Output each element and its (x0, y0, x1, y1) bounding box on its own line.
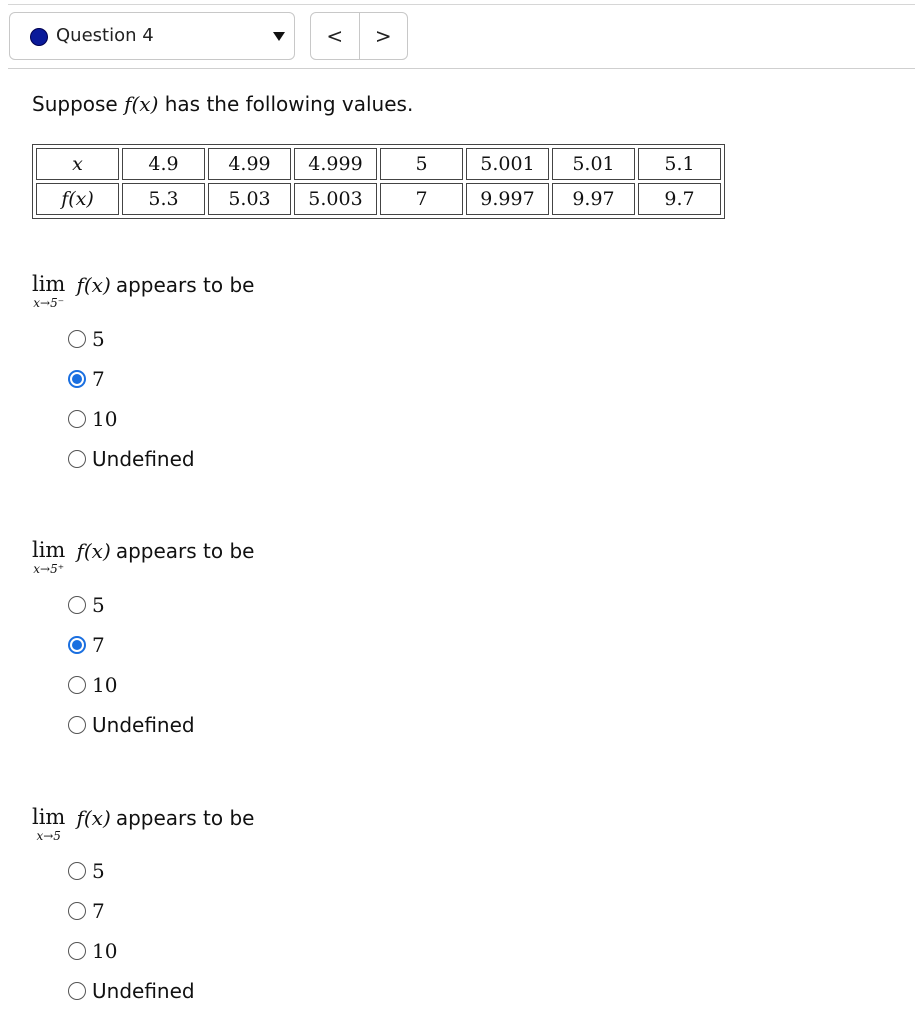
radio-button[interactable] (68, 450, 86, 468)
option-label: Undefined (92, 713, 195, 737)
limit-notation (32, 272, 65, 310)
fx-cell: 7 (380, 183, 463, 215)
caret-down-icon (273, 32, 285, 41)
radio-button[interactable] (68, 982, 86, 1000)
radio-option[interactable] (68, 931, 195, 971)
radio-option[interactable] (68, 585, 195, 625)
fx-cell: 9.7 (638, 183, 721, 215)
radio-option[interactable] (68, 891, 195, 931)
lim-subscript: x→5⁺ (33, 562, 65, 576)
top-divider (8, 4, 915, 5)
fx-cell: 9.97 (552, 183, 635, 215)
right-limit-options (68, 585, 195, 745)
question-intro (32, 92, 413, 116)
radio-button[interactable] (68, 676, 86, 694)
x-cell: 5.01 (552, 148, 635, 180)
limit-function: f(x) (76, 273, 111, 297)
x-cell: 4.99 (208, 148, 291, 180)
fx-cell: 5.003 (294, 183, 377, 215)
question-status-dot (30, 28, 48, 46)
limit-function: f(x) (76, 539, 111, 563)
radio-option[interactable] (68, 971, 195, 1011)
limit-text: appears to be (115, 273, 255, 297)
radio-button[interactable] (68, 596, 86, 614)
x-cell: 5 (380, 148, 463, 180)
radio-option[interactable] (68, 359, 195, 399)
values-table (32, 144, 725, 219)
row-label-x: x (36, 148, 119, 180)
radio-option[interactable] (68, 851, 195, 891)
fx-cell: 5.03 (208, 183, 291, 215)
left-limit-prompt (32, 272, 255, 310)
limit-notation (32, 805, 65, 843)
fx-cell: 9.997 (466, 183, 549, 215)
lim-subscript: x→5⁻ (33, 296, 65, 310)
lim-symbol: lim (32, 272, 66, 296)
right-limit-prompt (32, 538, 255, 576)
option-label: 5 (92, 859, 105, 883)
two-sided-limit-options (68, 851, 195, 1011)
limit-function: f(x) (76, 806, 111, 830)
left-limit-options (68, 319, 195, 479)
row-label-fx: f(x) (36, 183, 119, 215)
radio-button[interactable] (68, 716, 86, 734)
x-cell: 5.001 (466, 148, 549, 180)
option-label: Undefined (92, 979, 195, 1003)
x-cell: 4.999 (294, 148, 377, 180)
radio-button[interactable] (68, 370, 86, 388)
option-label: 7 (92, 633, 105, 657)
lim-symbol: lim (32, 805, 66, 829)
question-label: Question 4 (56, 25, 154, 46)
header-divider (8, 68, 915, 69)
radio-button[interactable] (68, 942, 86, 960)
radio-button[interactable] (68, 902, 86, 920)
radio-option[interactable] (68, 319, 195, 359)
radio-option[interactable] (68, 665, 195, 705)
x-cell: 5.1 (638, 148, 721, 180)
intro-suffix: has the following values. (164, 92, 414, 116)
radio-button[interactable] (68, 862, 86, 880)
intro-function: f(x) (124, 92, 159, 116)
radio-button[interactable] (68, 410, 86, 428)
prev-question-button[interactable]: < (326, 24, 344, 48)
option-label: 5 (92, 327, 105, 351)
radio-button[interactable] (68, 636, 86, 654)
radio-option[interactable] (68, 705, 195, 745)
lim-subscript: x→5 (36, 829, 61, 843)
radio-option[interactable] (68, 625, 195, 665)
two-sided-limit-prompt (32, 805, 255, 843)
radio-option[interactable] (68, 439, 195, 479)
option-label: 7 (92, 367, 105, 391)
option-label: Undefined (92, 447, 195, 471)
question-selector[interactable] (9, 12, 295, 60)
fx-row (36, 183, 721, 215)
option-label: 5 (92, 593, 105, 617)
radio-button[interactable] (68, 330, 86, 348)
option-label: 10 (92, 673, 118, 697)
lim-symbol: lim (32, 538, 66, 562)
question-nav (310, 12, 408, 60)
option-label: 7 (92, 899, 105, 923)
option-label: 10 (92, 939, 118, 963)
radio-option[interactable] (68, 399, 195, 439)
intro-prefix: Suppose (32, 92, 118, 116)
x-row (36, 148, 721, 180)
next-question-button[interactable]: > (359, 13, 408, 59)
limit-text: appears to be (115, 539, 255, 563)
option-label: 10 (92, 407, 118, 431)
limit-notation (32, 538, 65, 576)
x-cell: 4.9 (122, 148, 205, 180)
limit-text: appears to be (115, 806, 255, 830)
fx-cell: 5.3 (122, 183, 205, 215)
